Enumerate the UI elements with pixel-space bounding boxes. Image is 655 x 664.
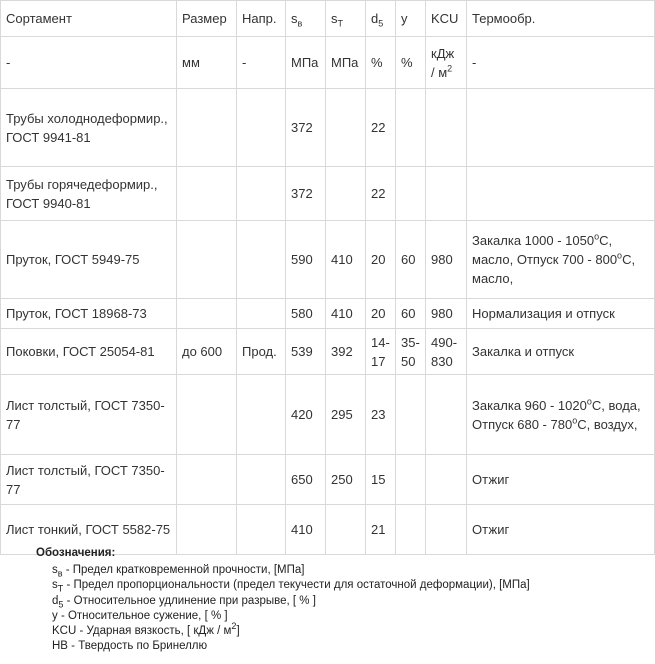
col-header-termo	[467, 1, 655, 37]
legend-symbol: HB	[52, 640, 68, 653]
cell-kcu: 980	[426, 221, 467, 299]
legend-subscript: в	[57, 568, 63, 579]
sv-subscript: в	[297, 18, 303, 29]
legend-item	[36, 639, 530, 654]
unit-kcu-sup: 2	[447, 63, 453, 74]
legend-text: - Ударная вязкость, [ кДж / м	[76, 625, 232, 638]
table-row	[1, 299, 655, 329]
legend-item	[36, 609, 530, 624]
d5-subscript: 5	[378, 18, 384, 29]
cell-termo	[467, 89, 655, 167]
legend-symbol: s	[52, 579, 58, 592]
cell-napr	[237, 455, 286, 505]
cell-kcu: 490-830	[426, 329, 467, 375]
cell-st: 410	[326, 221, 366, 299]
cell-sv: 410	[286, 505, 326, 555]
cell-kcu	[426, 455, 467, 505]
legend	[36, 546, 530, 654]
termo-p1: Отжиг	[472, 472, 510, 487]
unit-razmer: мм	[177, 37, 237, 89]
cell-kcu	[426, 167, 467, 221]
cell-sv: 539	[286, 329, 326, 375]
kcu-symbol: KCU	[431, 11, 459, 26]
cell-napr	[237, 375, 286, 455]
cell-razmer	[177, 455, 237, 505]
legend-title: Обозначения:	[36, 547, 116, 559]
termo-p1: Закалка и отпуск	[472, 344, 575, 359]
cell-kcu: 980	[426, 299, 467, 329]
cell-sv: 650	[286, 455, 326, 505]
cell-napr	[237, 299, 286, 329]
sv-symbol: s	[291, 11, 298, 26]
col-header-razmer-text: Размер	[182, 11, 227, 26]
legend-subscript: 5	[58, 598, 64, 609]
cell-razmer: до 600	[177, 329, 237, 375]
cell-razmer	[177, 167, 237, 221]
unit-psi: %	[396, 37, 426, 89]
cell-sortament: Лист толстый, ГОСТ 7350-77	[1, 375, 177, 455]
termo-p2: С, вода, Отпуск 680 - 780	[472, 397, 641, 432]
cell-st: 392	[326, 329, 366, 375]
cell-napr: Прод.	[237, 329, 286, 375]
col-header-d5	[366, 1, 396, 37]
cell-st: 250	[326, 455, 366, 505]
legend-symbol: s	[52, 564, 58, 577]
cell-napr	[237, 167, 286, 221]
cell-sv: 590	[286, 221, 326, 299]
legend-item	[36, 578, 530, 593]
legend-text: - Предел кратковременной прочности, [МПа]	[62, 564, 305, 577]
st-symbol: s	[331, 11, 338, 26]
legend-text: - Предел пропорциональности (предел текучести для остаточной деформации), [МПа]	[63, 579, 530, 592]
col-header-razmer	[177, 1, 237, 37]
table-row	[1, 89, 655, 167]
legend-text: - Относительное сужение, [ % ]	[57, 609, 228, 622]
col-header-termo-text: Термообр.	[472, 11, 536, 26]
unit-termo: -	[467, 37, 655, 89]
cell-d5: 22	[366, 167, 396, 221]
legend-symbol: d	[52, 594, 59, 607]
cell-sortament: Трубы горячедеформир., ГОСТ 9940-81	[1, 167, 177, 221]
cell-psi	[396, 375, 426, 455]
termo-s2: o	[617, 250, 623, 261]
termo-p3: С, масло,	[472, 252, 636, 286]
cell-d5: 22	[366, 89, 396, 167]
cell-termo	[467, 375, 655, 455]
termo-p1: Закалка 1000 - 1050	[472, 233, 595, 248]
table-row	[1, 329, 655, 375]
unit-kcu	[426, 37, 467, 89]
cell-d5: 14-17	[366, 329, 396, 375]
termo-p1: Нормализация и отпуск	[472, 306, 615, 321]
table-row	[1, 455, 655, 505]
cell-kcu	[426, 89, 467, 167]
legend-superscript: 2	[231, 621, 237, 632]
unit-sv: МПа	[286, 37, 326, 89]
cell-kcu	[426, 375, 467, 455]
termo-s1: o	[586, 396, 592, 407]
col-header-napr	[237, 1, 286, 37]
col-header-st	[326, 1, 366, 37]
cell-st: 295	[326, 375, 366, 455]
unit-st: МПа	[326, 37, 366, 89]
cell-sortament: Лист тонкий, ГОСТ 5582-75	[1, 505, 177, 555]
cell-psi: 60	[396, 221, 426, 299]
legend-text: - Твердость по Бринеллю	[67, 640, 208, 653]
cell-sortament: Пруток, ГОСТ 5949-75	[1, 221, 177, 299]
cell-sv: 580	[286, 299, 326, 329]
cell-psi	[396, 455, 426, 505]
legend-item	[36, 621, 530, 639]
cell-termo	[467, 329, 655, 375]
cell-d5: 20	[366, 299, 396, 329]
d5-symbol: d	[371, 11, 379, 26]
cell-st	[326, 167, 366, 221]
psi-symbol: y	[401, 11, 408, 26]
termo-p3: С, воздух,	[577, 416, 638, 432]
col-header-sortament-text: Сортамент	[6, 11, 72, 26]
cell-napr	[237, 89, 286, 167]
termo-p1: Закалка 960 - 1020	[472, 397, 587, 413]
legend-text: - Относительное удлинение при разрыве, [ % ]	[63, 594, 316, 607]
legend-item	[36, 594, 530, 609]
legend-subscript: T	[57, 583, 64, 594]
cell-razmer	[177, 299, 237, 329]
termo-p2: С, масло, Отпуск 700 - 800	[472, 233, 618, 267]
col-header-sortament	[1, 1, 177, 37]
cell-sv: 372	[286, 167, 326, 221]
cell-termo	[467, 455, 655, 505]
unit-kcu-base: кДж / м	[431, 45, 455, 80]
cell-st: 410	[326, 299, 366, 329]
legend-symbol: KCU	[52, 625, 77, 638]
cell-sv: 372	[286, 89, 326, 167]
cell-sortament: Поковки, ГОСТ 25054-81	[1, 329, 177, 375]
table-row	[1, 375, 655, 455]
legend-symbol: y	[52, 609, 58, 622]
col-header-psi	[396, 1, 426, 37]
cell-termo	[467, 167, 655, 221]
legend-list	[36, 563, 530, 654]
cell-termo	[467, 221, 655, 299]
cell-d5: 20	[366, 221, 396, 299]
cell-razmer	[177, 375, 237, 455]
cell-termo	[467, 299, 655, 329]
cell-psi: 60	[396, 299, 426, 329]
cell-razmer	[177, 221, 237, 299]
unit-sortament: -	[1, 37, 177, 89]
cell-psi	[396, 89, 426, 167]
cell-sortament: Трубы холоднодеформир., ГОСТ 9941-81	[1, 89, 177, 167]
cell-razmer	[177, 89, 237, 167]
cell-sortament: Пруток, ГОСТ 18968-73	[1, 299, 177, 329]
termo-p1: Отжиг	[472, 522, 510, 537]
cell-st	[326, 89, 366, 167]
cell-d5: 21	[366, 505, 396, 555]
termo-s2: o	[572, 415, 578, 426]
cell-napr	[237, 221, 286, 299]
legend-item	[36, 563, 530, 578]
cell-d5: 15	[366, 455, 396, 505]
cell-psi	[396, 167, 426, 221]
unit-napr: -	[237, 37, 286, 89]
termo-s1: o	[594, 231, 600, 242]
unit-d5: %	[366, 37, 396, 89]
col-header-kcu	[426, 1, 467, 37]
table-row	[1, 221, 655, 299]
legend-text-after: ]	[236, 625, 240, 638]
st-subscript: T	[337, 18, 343, 29]
header-row	[1, 1, 655, 37]
units-row	[1, 37, 655, 89]
cell-psi: 35-50	[396, 329, 426, 375]
cell-sv: 420	[286, 375, 326, 455]
col-header-sv	[286, 1, 326, 37]
cell-d5: 23	[366, 375, 396, 455]
cell-sortament: Лист толстый, ГОСТ 7350-77	[1, 455, 177, 505]
table-row	[1, 167, 655, 221]
col-header-napr-text: Напр.	[242, 11, 277, 26]
